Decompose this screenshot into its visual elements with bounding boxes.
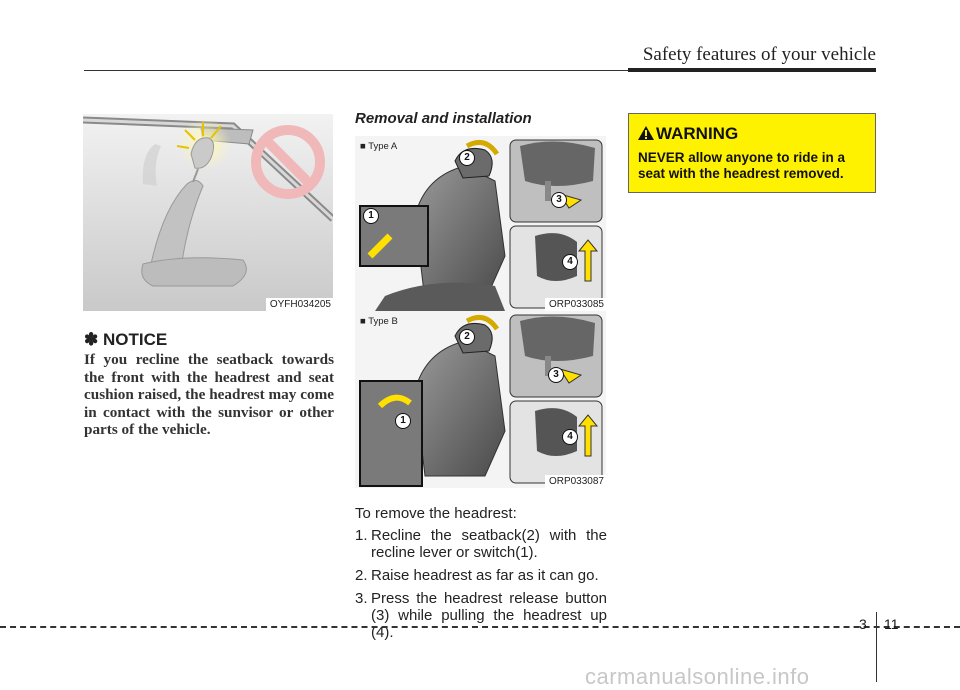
- notice-heading: ✽ NOTICE: [84, 330, 168, 349]
- callout-2: 2: [459, 329, 475, 345]
- footer-divider: [876, 612, 877, 682]
- callout-1: 1: [363, 208, 379, 224]
- type-a-label: ■ Type A: [360, 141, 398, 152]
- callout-1: 1: [395, 413, 411, 429]
- type-b-label: ■ Type B: [360, 316, 398, 327]
- callout-4: 4: [562, 429, 578, 445]
- step-text: Press the headrest release button (3) while pulling the headrest up (4).: [371, 590, 607, 641]
- type-a-callouts: [355, 136, 606, 311]
- callout-2: 2: [459, 150, 475, 166]
- step-number: 1.: [355, 527, 368, 544]
- warning-box: [628, 113, 876, 193]
- removal-installation-heading: Removal and installation: [355, 110, 532, 127]
- footer-rule: [0, 626, 960, 628]
- type-b-callouts: [355, 311, 606, 488]
- figure-code: ORP033087: [545, 475, 606, 488]
- watermark: carmanualsonline.info: [585, 664, 810, 689]
- warning-triangle-icon: [637, 125, 655, 141]
- page-number: 11: [884, 616, 899, 632]
- header-rule-accent: [628, 68, 876, 72]
- warning-heading: WARNING: [656, 124, 739, 143]
- figure-code: ORP033085: [545, 298, 606, 311]
- figure-code: OYFH034205: [266, 298, 333, 311]
- step-text: Raise headrest as far as it can go.: [371, 567, 599, 584]
- chapter-number: 3: [859, 616, 867, 632]
- warning-text: NEVER allow anyone to ride in a seat with the headrest removed.: [638, 150, 846, 181]
- callout-3: 3: [548, 367, 564, 383]
- step-number: 3.: [355, 590, 368, 607]
- section-header-title: Safety features of your vehicle: [642, 44, 876, 65]
- list-item: [355, 590, 607, 641]
- headrest-contact-illustration: [83, 114, 333, 311]
- seat-sunvisor-drawing: [83, 114, 333, 311]
- list-item: [355, 567, 607, 584]
- list-item: [355, 527, 607, 561]
- step-number: 2.: [355, 567, 368, 584]
- callout-3: 3: [551, 192, 567, 208]
- step-text: Recline the seatback(2) with the recline lever or switch(1).: [371, 527, 607, 561]
- notice-text: If you recline the seatback towards the front with the headrest and seat cushion raised, the headrest may come in contact with the sunvisor or other parts of the vehicle.: [84, 351, 334, 439]
- procedure-intro: To remove the headrest:: [355, 505, 517, 522]
- procedure-steps: [355, 527, 607, 647]
- callout-4: 4: [562, 254, 578, 270]
